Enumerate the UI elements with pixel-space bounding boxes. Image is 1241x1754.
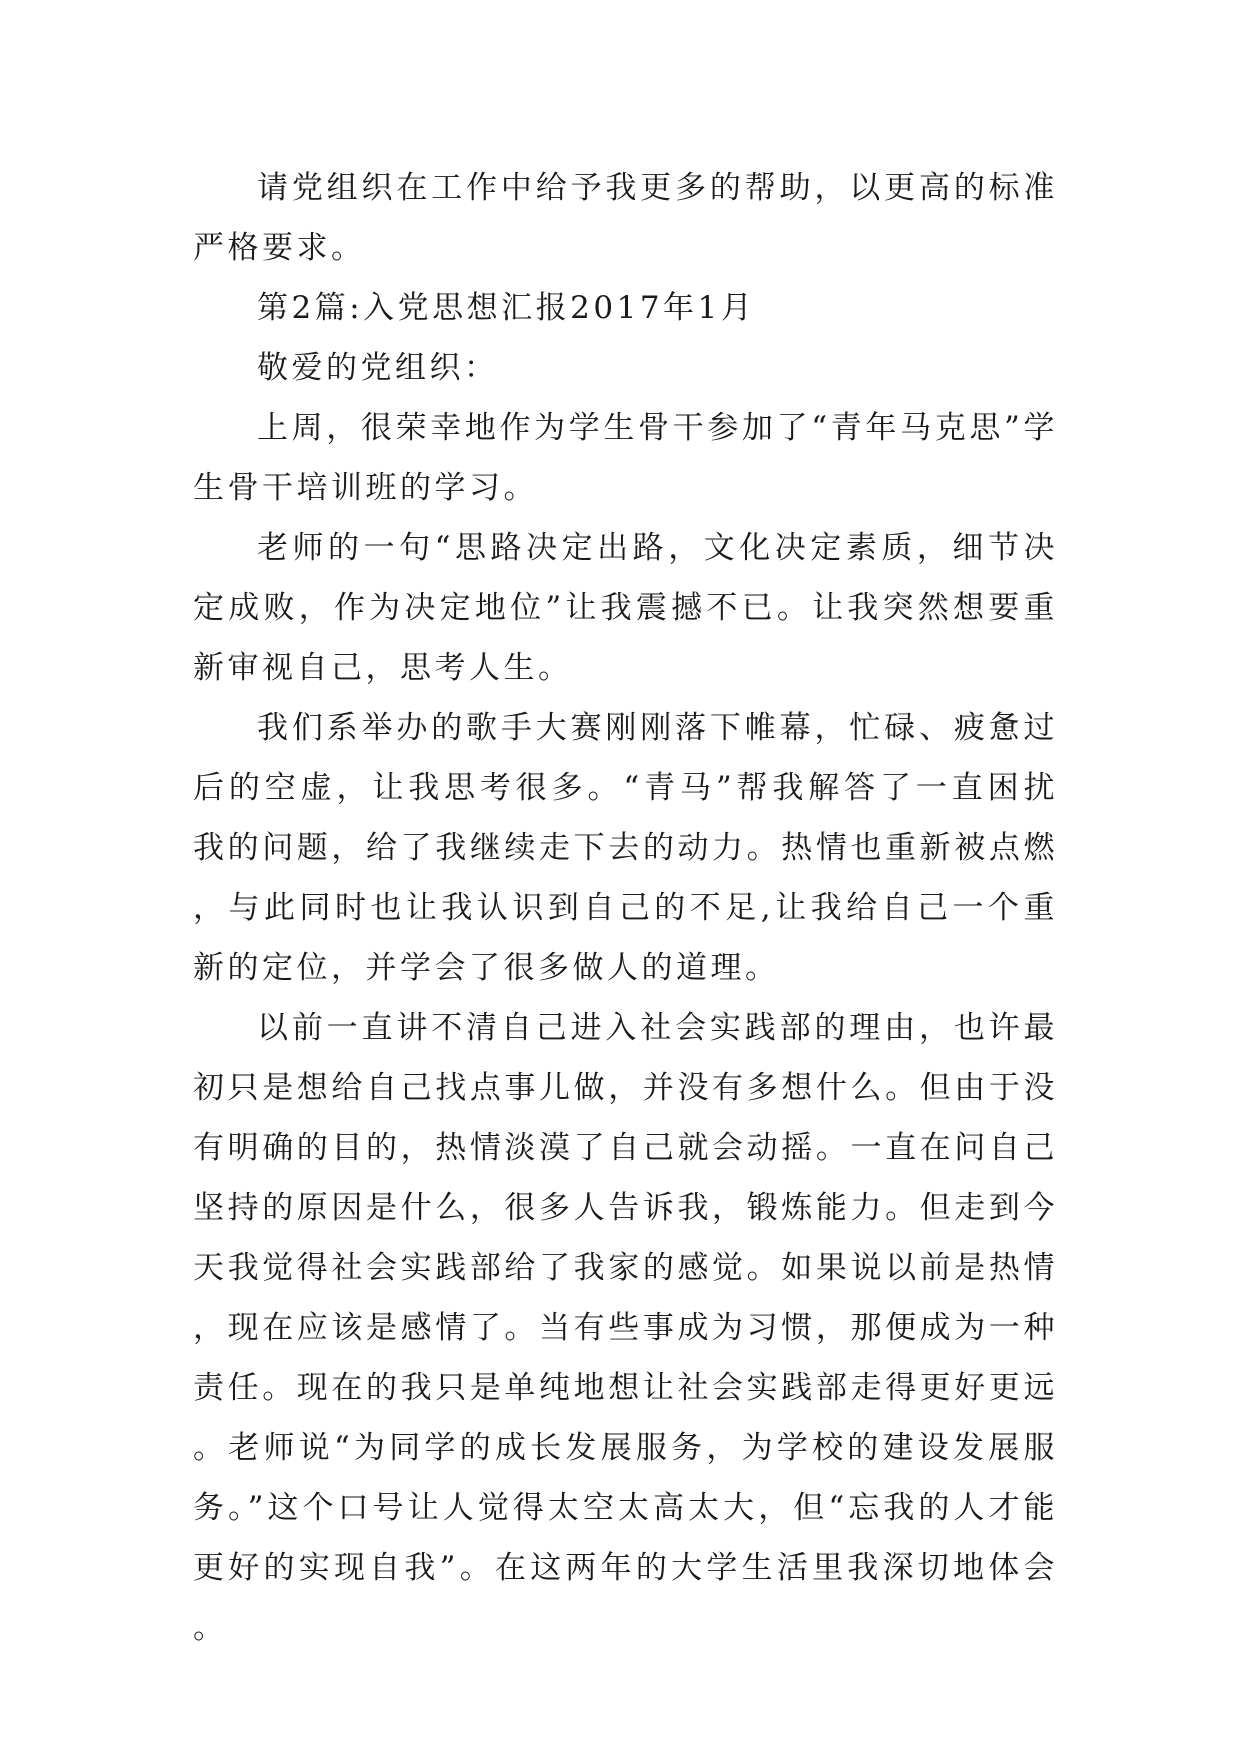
paragraph: 上周，很荣幸地作为学生骨干参加了“青年马克思”学生骨干培训班的学习。 xyxy=(193,410,1058,506)
paragraph: 以前一直讲不清自己进入社会实践部的理由，也许最初只是想给自己找点事儿做，并没有多想什么。但由于没有明确的目的，热情淡漠了自己就会动摇。一直在问自己坚持的原因是什么，很多人告诉我，锻炼能力。但走到今天我觉得社会实践部给了我家的感觉。如果说以前是热情，现在应该是感情了。当有些事成为习惯，那便成为一种责任。现在的我只是单纯地想让社会实践部走得更好更远。老师说“为同学的成长发展服务，为学校的建设发展服务。”这个口号让人觉得太空太高太大，但“忘我的人才能更好的实现自我”。在这两年的大学生活里我深切地体会。 xyxy=(193,1010,1058,1646)
paragraph: 老师的一句“思路决定出路，文化决定素质，细节决定成败，作为决定地位”让我震撼不已。让我突然想要重新审视自己，思考人生。 xyxy=(193,530,1058,686)
paragraph-continuation: 请党组织在工作中给予我更多的帮助，以更高的标准严格要求。 xyxy=(193,170,1058,266)
paragraph: 我们系举办的歌手大赛刚刚落下帷幕，忙碌、疲惫过后的空虚，让我思考很多。“青马”帮我解答了一直困扰我的问题，给了我继续走下去的动力。热情也重新被点燃，与此同时也让我认识到自己的不足,让我给自己一个重新的定位，并学会了很多做人的道理。 xyxy=(193,710,1058,986)
section-heading: 第2篇:入党思想汇报2017年1月 xyxy=(257,290,756,326)
salutation: 敬爱的党组织： xyxy=(257,350,499,386)
document-body xyxy=(193,158,1058,1658)
